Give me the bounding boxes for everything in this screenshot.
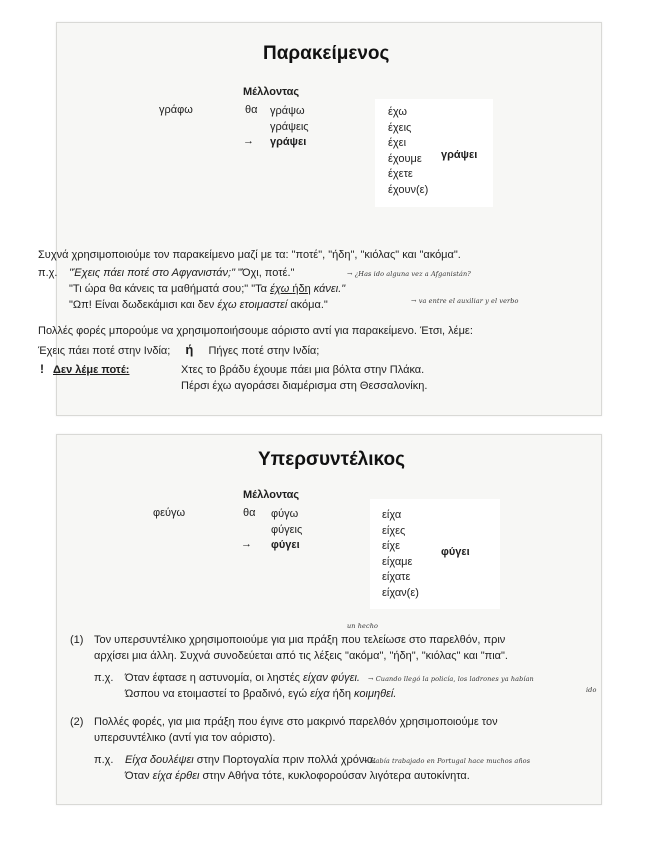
paragraph-number: (1) [70,634,84,646]
handwritten-note: → Cuando llegó la policía, los ladrones ya habían [368,675,534,683]
adverb-highlight: ήδη [292,283,311,295]
example-text: Ώσπου να ετοιμαστεί το βραδινό, εγώ [125,688,311,700]
aux-form: είχα [382,509,402,521]
example-question: "Έχεις πάει ποτέ στο Αφγανιστάν;" [69,267,235,279]
example-question: "Τι ώρα θα κάνεις τα μαθήματά σου;" [69,283,249,295]
aux-forms-list [382,508,419,601]
example-label: π.χ. [94,672,114,684]
future-forms-list [270,104,309,151]
example-label: π.χ. [94,754,114,766]
wrong-example: Πέρσι έχω αγοράσει διαμέρισμα στη Θεσσαλονίκη. [181,380,428,392]
example-line-3 [69,299,328,311]
aux-forms-list [388,105,428,198]
handwritten-note: un hecho [347,622,379,630]
section-title: Παρακείμενος [263,43,390,64]
aux-form: έχω [388,106,407,118]
example-label: π.χ. [38,267,58,279]
warning-icon: ! [40,362,44,376]
example-answer-start: "Τα [251,283,271,295]
example-text: "Ωπ! Είναι δωδεκάμισι και δεν [69,299,218,311]
example-line-1 [69,267,294,279]
example-text: στην Αθήνα τότε, κυκλοφορούσαν λιγότερα αυτοκίνητα. [199,770,470,782]
example-line-3 [125,754,376,766]
aux-form: έχεις [388,121,412,134]
rule-2-line-1: Πολλές φορές, για μια πράξη που έγινε στο μακρινό παρελθόν χρησιμοποιούμε τον [94,716,498,728]
verb-highlight: έχω ετοιμαστεί [217,299,288,311]
tha-particle: θα [243,507,256,519]
aorist-example-a: Έχεις πάει ποτέ στην Ινδία; [38,345,171,357]
verb-highlight: είχα έρθει [152,770,200,782]
wrong-example: Χτες το βράδυ έχουμε πάει μια βόλτα στην Πλάκα. [181,364,425,376]
example-text: Όταν [125,770,153,782]
aorist-note: Πολλές φορές μπορούμε να χρησιμοποιήσουμε αόριστο αντί για παρακείμενο. Έτσι, λέμε: [38,325,473,337]
aux-form: έχει [388,137,407,149]
arrow-right-icon: → [243,135,254,147]
example-line-4 [125,770,470,782]
rule-2-line-2: υπερσυντέλικο (αντί για τον αόριστο). [94,732,276,744]
future-form-highlighted: φύγει [271,539,300,551]
example-line-2 [69,283,345,295]
arrow-right-icon: → [241,538,252,550]
aux-form: είχατε [382,571,411,583]
aux-form: είχαμε [382,555,413,568]
participle: φύγει [441,546,470,558]
future-form: γράψω [270,105,305,117]
handwritten-note: → va entre el auxiliar y el verbo [411,297,519,305]
verb-highlight: κοιμηθεί. [354,688,397,700]
future-form: φύγεις [271,523,303,536]
example-answer: "Όχι, ποτέ." [238,267,295,279]
paragraph-number: (2) [70,716,84,728]
aux-form: έχουμε [388,152,422,165]
usage-note: Συχνά χρησιμοποιούμε τον παρακείμενο μαζί με τα: "ποτέ", "ήδη", "κιόλας" και "ακόμα". [38,249,461,261]
aux-form: είχε [382,540,401,552]
handwritten-note: → ¿Has ido alguna vez a Afganistán? [347,270,471,278]
rule-text-end: που τελείωσε στο παρελθόν, πριν [337,634,506,646]
handwritten-note-continued: ido [586,686,597,694]
example-line-2 [125,688,396,700]
example-text-end: ακόμα." [287,299,328,311]
verb-highlight: είχαν φύγει. [303,672,360,684]
aorist-example-b: Πήγες ποτέ στην Ινδία; [208,345,320,357]
aux-form: είχες [382,524,406,537]
base-verb: φεύγω [153,507,186,519]
example-text: Όταν έφτασε η αστυνομία, οι ληστές [125,672,303,684]
rule-1-line-2: αρχίσει μια άλλη. Συχνά συνοδεύεται από τις λέξεις "ακόμα", "ήδη", "κιόλας" και "πια". [94,650,508,662]
participle: γράψει [441,149,478,161]
future-forms-list [271,507,302,554]
pluperfect-tense-panel [56,434,602,805]
perfect-tense-panel [38,22,602,416]
rule-text: Τον υπερσυντέλικο χρησιμοποιούμε για μια πράξη [94,634,338,646]
base-verb: γράφω [159,104,193,116]
future-form: γράψεις [270,120,309,133]
auxiliary-highlight: έχω [270,283,293,295]
aorist-example [38,342,319,357]
verb-highlight: είχα [310,688,330,700]
future-label: Μέλλοντας [243,489,300,501]
aux-form: είχαν(ε) [382,586,419,599]
example-text: ήδη [329,688,355,700]
future-form: φύγω [271,508,299,520]
tha-particle: θα [245,104,258,116]
aux-form: έχουν(ε) [388,183,429,196]
rule-1-line-1 [94,634,505,646]
dont-say-label: Δεν λέμε ποτέ: [53,364,130,376]
example-text: στην Πορτογαλία πριν πολλά χρόνια. [193,754,377,766]
future-label: Μέλλοντας [243,86,300,98]
or-word: ή [185,342,194,357]
future-form-highlighted: γράψει [270,136,307,148]
example-line-1 [125,672,360,684]
handwritten-note: → Había trabajado en Portugal hace muchos años [362,757,531,765]
example-answer-end: κάνει." [310,283,346,295]
section-title: Υπερσυντέλικος [258,449,405,470]
verb-highlight: Είχα δουλέψει [125,754,194,766]
aux-form: έχετε [388,168,413,180]
